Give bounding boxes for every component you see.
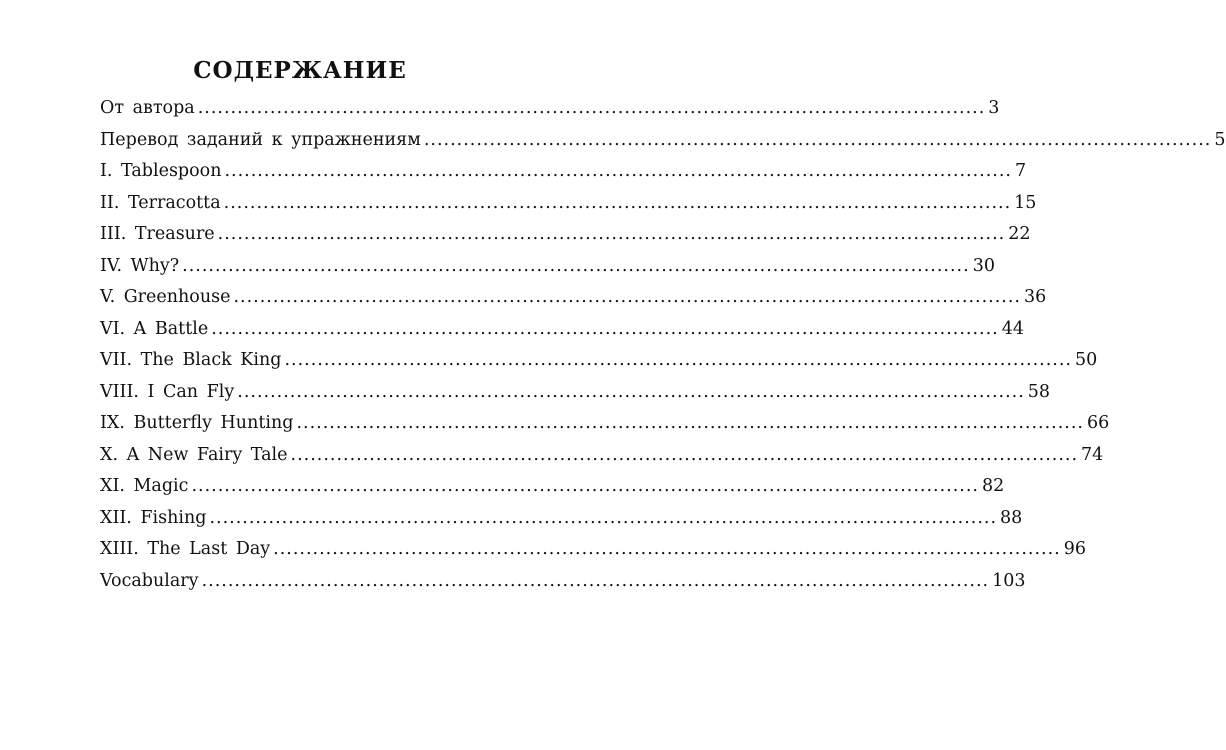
toc-entry-title: Vocabulary <box>100 570 199 591</box>
toc-entry-page: 5 <box>1214 129 1226 150</box>
toc-entry-title: IV. Why? <box>100 255 180 276</box>
dot-leader: ........................................................................................................................ <box>273 539 1061 559</box>
toc-entry-title: III. Treasure <box>100 224 215 244</box>
dot-leader: ........................................................................................................................ <box>197 98 986 118</box>
toc-entry <box>100 98 1000 130</box>
toc-entry-page: 88 <box>1000 507 1023 528</box>
toc-entry-page: 103 <box>992 570 1026 591</box>
dot-leader: ........................................................................................................................ <box>191 476 979 496</box>
toc-entry-title: VII. The Black King <box>100 350 282 370</box>
toc-entry-title: X. A New Fairy Tale <box>100 444 288 465</box>
toc-entry <box>100 287 1047 319</box>
toc-entry-title: От автора <box>100 98 195 118</box>
toc-entry <box>100 350 1098 382</box>
toc-entry <box>100 192 1037 225</box>
dot-leader: ........................................................................................................................ <box>423 129 1212 150</box>
toc-entry <box>100 413 1110 445</box>
dot-leader: ........................................................................................................................ <box>182 255 970 276</box>
toc-entry-title: Перевод заданий к упражнениям <box>100 129 421 150</box>
toc-entry-page: 36 <box>1023 287 1047 307</box>
toc-entry <box>100 444 1104 477</box>
table-of-contents <box>100 98 1226 602</box>
toc-entry-page: 74 <box>1081 444 1104 465</box>
toc-entry-title: XII. Fishing <box>100 507 207 528</box>
dot-leader: ........................................................................................................................ <box>201 570 990 591</box>
dot-leader: ........................................................................................................................ <box>211 318 999 339</box>
dot-leader: ........................................................................................................................ <box>284 350 1072 370</box>
dot-leader: ........................................................................................................................ <box>290 444 1079 465</box>
toc-entry-title: VI. A Battle <box>100 318 209 339</box>
toc-entry-title: IX. Butterfly Hunting <box>100 413 294 433</box>
toc-entry <box>100 381 1051 414</box>
toc-entry <box>100 507 1023 540</box>
dot-leader: ........................................................................................................................ <box>233 287 1021 307</box>
toc-entry-page: 58 <box>1027 381 1051 402</box>
toc-entry <box>100 255 995 288</box>
dot-leader: ........................................................................................................................ <box>209 507 998 528</box>
toc-entry-page: 7 <box>1015 161 1027 181</box>
page-title: СОДЕРЖАНИЕ <box>193 57 407 85</box>
toc-entry-title: II. Terracotta <box>100 192 221 213</box>
toc-entry <box>100 318 1025 351</box>
toc-entry <box>100 161 1027 193</box>
toc-entry-page: 66 <box>1086 413 1110 433</box>
dot-leader: ........................................................................................................................ <box>224 161 1012 181</box>
toc-entry-title: V. Greenhouse <box>100 287 231 307</box>
toc-entry-page: 44 <box>1001 318 1025 339</box>
toc-entry <box>100 476 1005 508</box>
toc-entry-page: 30 <box>972 255 995 276</box>
toc-entry-title: I. Tablespoon <box>100 161 222 181</box>
toc-entry-page: 82 <box>981 476 1005 496</box>
toc-entry-page: 15 <box>1014 192 1037 213</box>
toc-entry <box>100 570 1026 603</box>
dot-leader: ........................................................................................................................ <box>217 224 1006 244</box>
toc-entry-page: 96 <box>1063 539 1086 559</box>
dot-leader: ........................................................................................................................ <box>296 413 1084 433</box>
toc-entry-page: 3 <box>988 98 1000 118</box>
toc-entry-title: VIII. I Can Fly <box>100 381 235 402</box>
toc-entry <box>100 129 1226 162</box>
toc-entry-page: 22 <box>1008 224 1031 244</box>
toc-entry-page: 50 <box>1075 350 1098 370</box>
toc-entry-title: XIII. The Last Day <box>100 539 271 559</box>
toc-entry <box>100 224 1031 256</box>
dot-leader: ........................................................................................................................ <box>237 381 1025 402</box>
toc-entry <box>100 539 1086 571</box>
dot-leader: ........................................................................................................................ <box>223 192 1012 213</box>
toc-entry-title: XI. Magic <box>100 476 189 496</box>
